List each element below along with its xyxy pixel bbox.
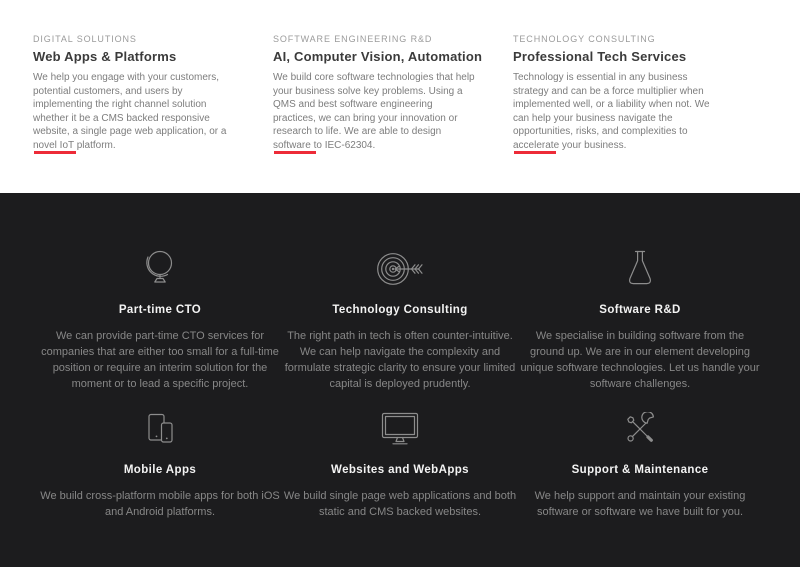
intro-body: We help you engage with your customers, potential customers, and users by implementing the right channel solution whether it be a CMS backed responsive website, a single page web application, or a novel IoT platform. <box>33 72 227 151</box>
service-body: We build single page web applications and both static and CMS backed websites. <box>283 490 517 518</box>
service-card-technology-consulting <box>280 246 520 392</box>
service-card-part-time-cto <box>40 246 280 392</box>
monitor-icon <box>280 406 520 452</box>
red-divider <box>274 151 316 154</box>
mobile-devices-icon <box>40 406 280 452</box>
intro-label: DIGITAL SOLUTIONS <box>33 34 137 44</box>
service-title: Technology Consulting <box>332 304 468 316</box>
intro-column-software-engineering <box>273 34 483 154</box>
intro-body: Technology is essential in any business strategy and can be a force multiplier when implemented well, or a liability when not. We can help your business navigate the opportunities, risks, and complexities to accelerate your business. <box>513 72 710 151</box>
globe-icon <box>40 246 280 292</box>
intro-column-technology-consulting <box>513 34 717 154</box>
intro-column-digital-solutions <box>33 34 237 154</box>
service-body: We can provide part-time CTO services for companies that are either too small for a full-time position or require an interim solution for the moment or to lead a specific project. <box>41 330 279 390</box>
service-card-software-rd <box>520 246 760 392</box>
intro-title: Web Apps & Platforms <box>33 49 177 64</box>
service-card-support-maintenance <box>520 406 760 520</box>
service-title: Mobile Apps <box>123 464 197 476</box>
red-divider <box>34 151 76 154</box>
services-grid <box>40 246 760 520</box>
flask-icon <box>520 246 760 292</box>
intro-body: We build core software technologies that help your business solve key problems. Using a QMS and best software engineering practices, we can bring your innovation or research to life. We are able to design software to IEC-62304. <box>273 72 475 151</box>
tools-icon <box>520 406 760 452</box>
intro-label: SOFTWARE ENGINEERING R&D <box>273 34 433 44</box>
intro-section <box>0 0 800 193</box>
service-card-websites-webapps <box>280 406 520 520</box>
service-body: We help support and maintain your existing software or software we have built for you. <box>534 490 746 518</box>
service-card-mobile-apps <box>40 406 280 520</box>
intro-title: Professional Tech Services <box>513 49 687 64</box>
service-body: We build cross-platform mobile apps for both iOS and Android platforms. <box>40 490 280 518</box>
service-body: The right path in tech is often counter-intuitive. We can help navigate the complexity and formulate strategic clarity to ensure your limited capital is deployed prudently. <box>284 330 516 390</box>
intro-title: AI, Computer Vision, Automation <box>273 49 483 64</box>
service-title: Software R&D <box>599 304 681 316</box>
red-divider <box>514 151 556 154</box>
target-arrow-icon <box>280 246 520 292</box>
services-section <box>0 193 800 567</box>
service-title: Part-time CTO <box>118 304 202 316</box>
intro-grid <box>33 34 800 154</box>
service-title: Support & Maintenance <box>571 464 709 476</box>
intro-label: TECHNOLOGY CONSULTING <box>513 34 656 44</box>
service-body: We specialise in building software from the ground up. We are in our element developing unique software technologies. Let us handle your software challenges. <box>520 330 760 390</box>
service-title: Websites and WebApps <box>331 464 469 476</box>
